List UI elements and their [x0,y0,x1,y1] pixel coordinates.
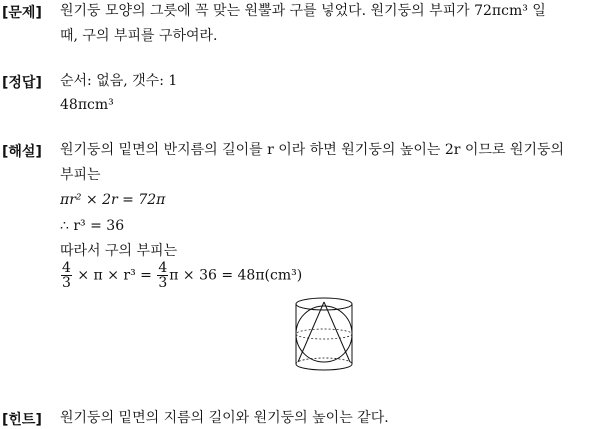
solution-equation-2: ∴ r³ = 36 [60,218,125,234]
solution-equation-1: πr² × 2r = 72π [60,192,166,208]
fraction-four-thirds [61,261,72,290]
equation-3-tail: π × 36 = 48π(cm³) [169,267,303,284]
answer-value: 48πcm³ [60,97,114,113]
solution-text-line-1: 원기둥의 밑면의 반지름의 길이를 r 이라 하면 원기둥의 높이는 2r 이므로 원기둥의 [60,142,565,158]
problem-text-line-1: 원기둥 모양의 그릇에 꼭 맞는 원뿔과 구를 넣었다. 원기둥의 부피가 72πcm³ 일 [60,3,546,19]
cylinder-bottom-back [296,358,352,364]
fraction-denominator: 3 [62,275,71,291]
solution-text-line-3: 따라서 구의 부피는 [60,243,178,259]
fraction-numerator: 4 [62,260,71,276]
cylinder-top-ellipse [296,298,352,310]
fraction-denominator-2: 3 [158,275,168,291]
answer-label: [정답] [2,75,42,91]
hint-label: [힌트] [2,412,42,428]
solution-equation-3 [60,261,302,290]
problem-label: [문제] [2,5,42,21]
problem-text-line-2: 때, 구의 부피를 구하여라. [60,28,218,44]
cylinder-bottom-front [296,364,352,370]
sphere-outline [296,306,352,362]
cone-left-edge [298,302,324,362]
fraction-four-thirds-2 [157,261,168,290]
cone-right-edge [324,302,350,362]
solution-label: [해설] [2,144,42,160]
fraction-numerator-2: 4 [158,260,168,276]
hint-text: 원기둥의 밑면의 지름의 길이와 원기둥의 높이는 같다. [60,410,389,426]
equation-3-middle: × π × r³ = [77,267,152,284]
cylinder-cone-sphere-diagram [286,296,364,376]
solution-text-line-2: 부피는 [60,167,101,183]
sphere-equator [296,329,352,339]
answer-order-count: 순서: 없음, 갯수: 1 [60,73,178,89]
